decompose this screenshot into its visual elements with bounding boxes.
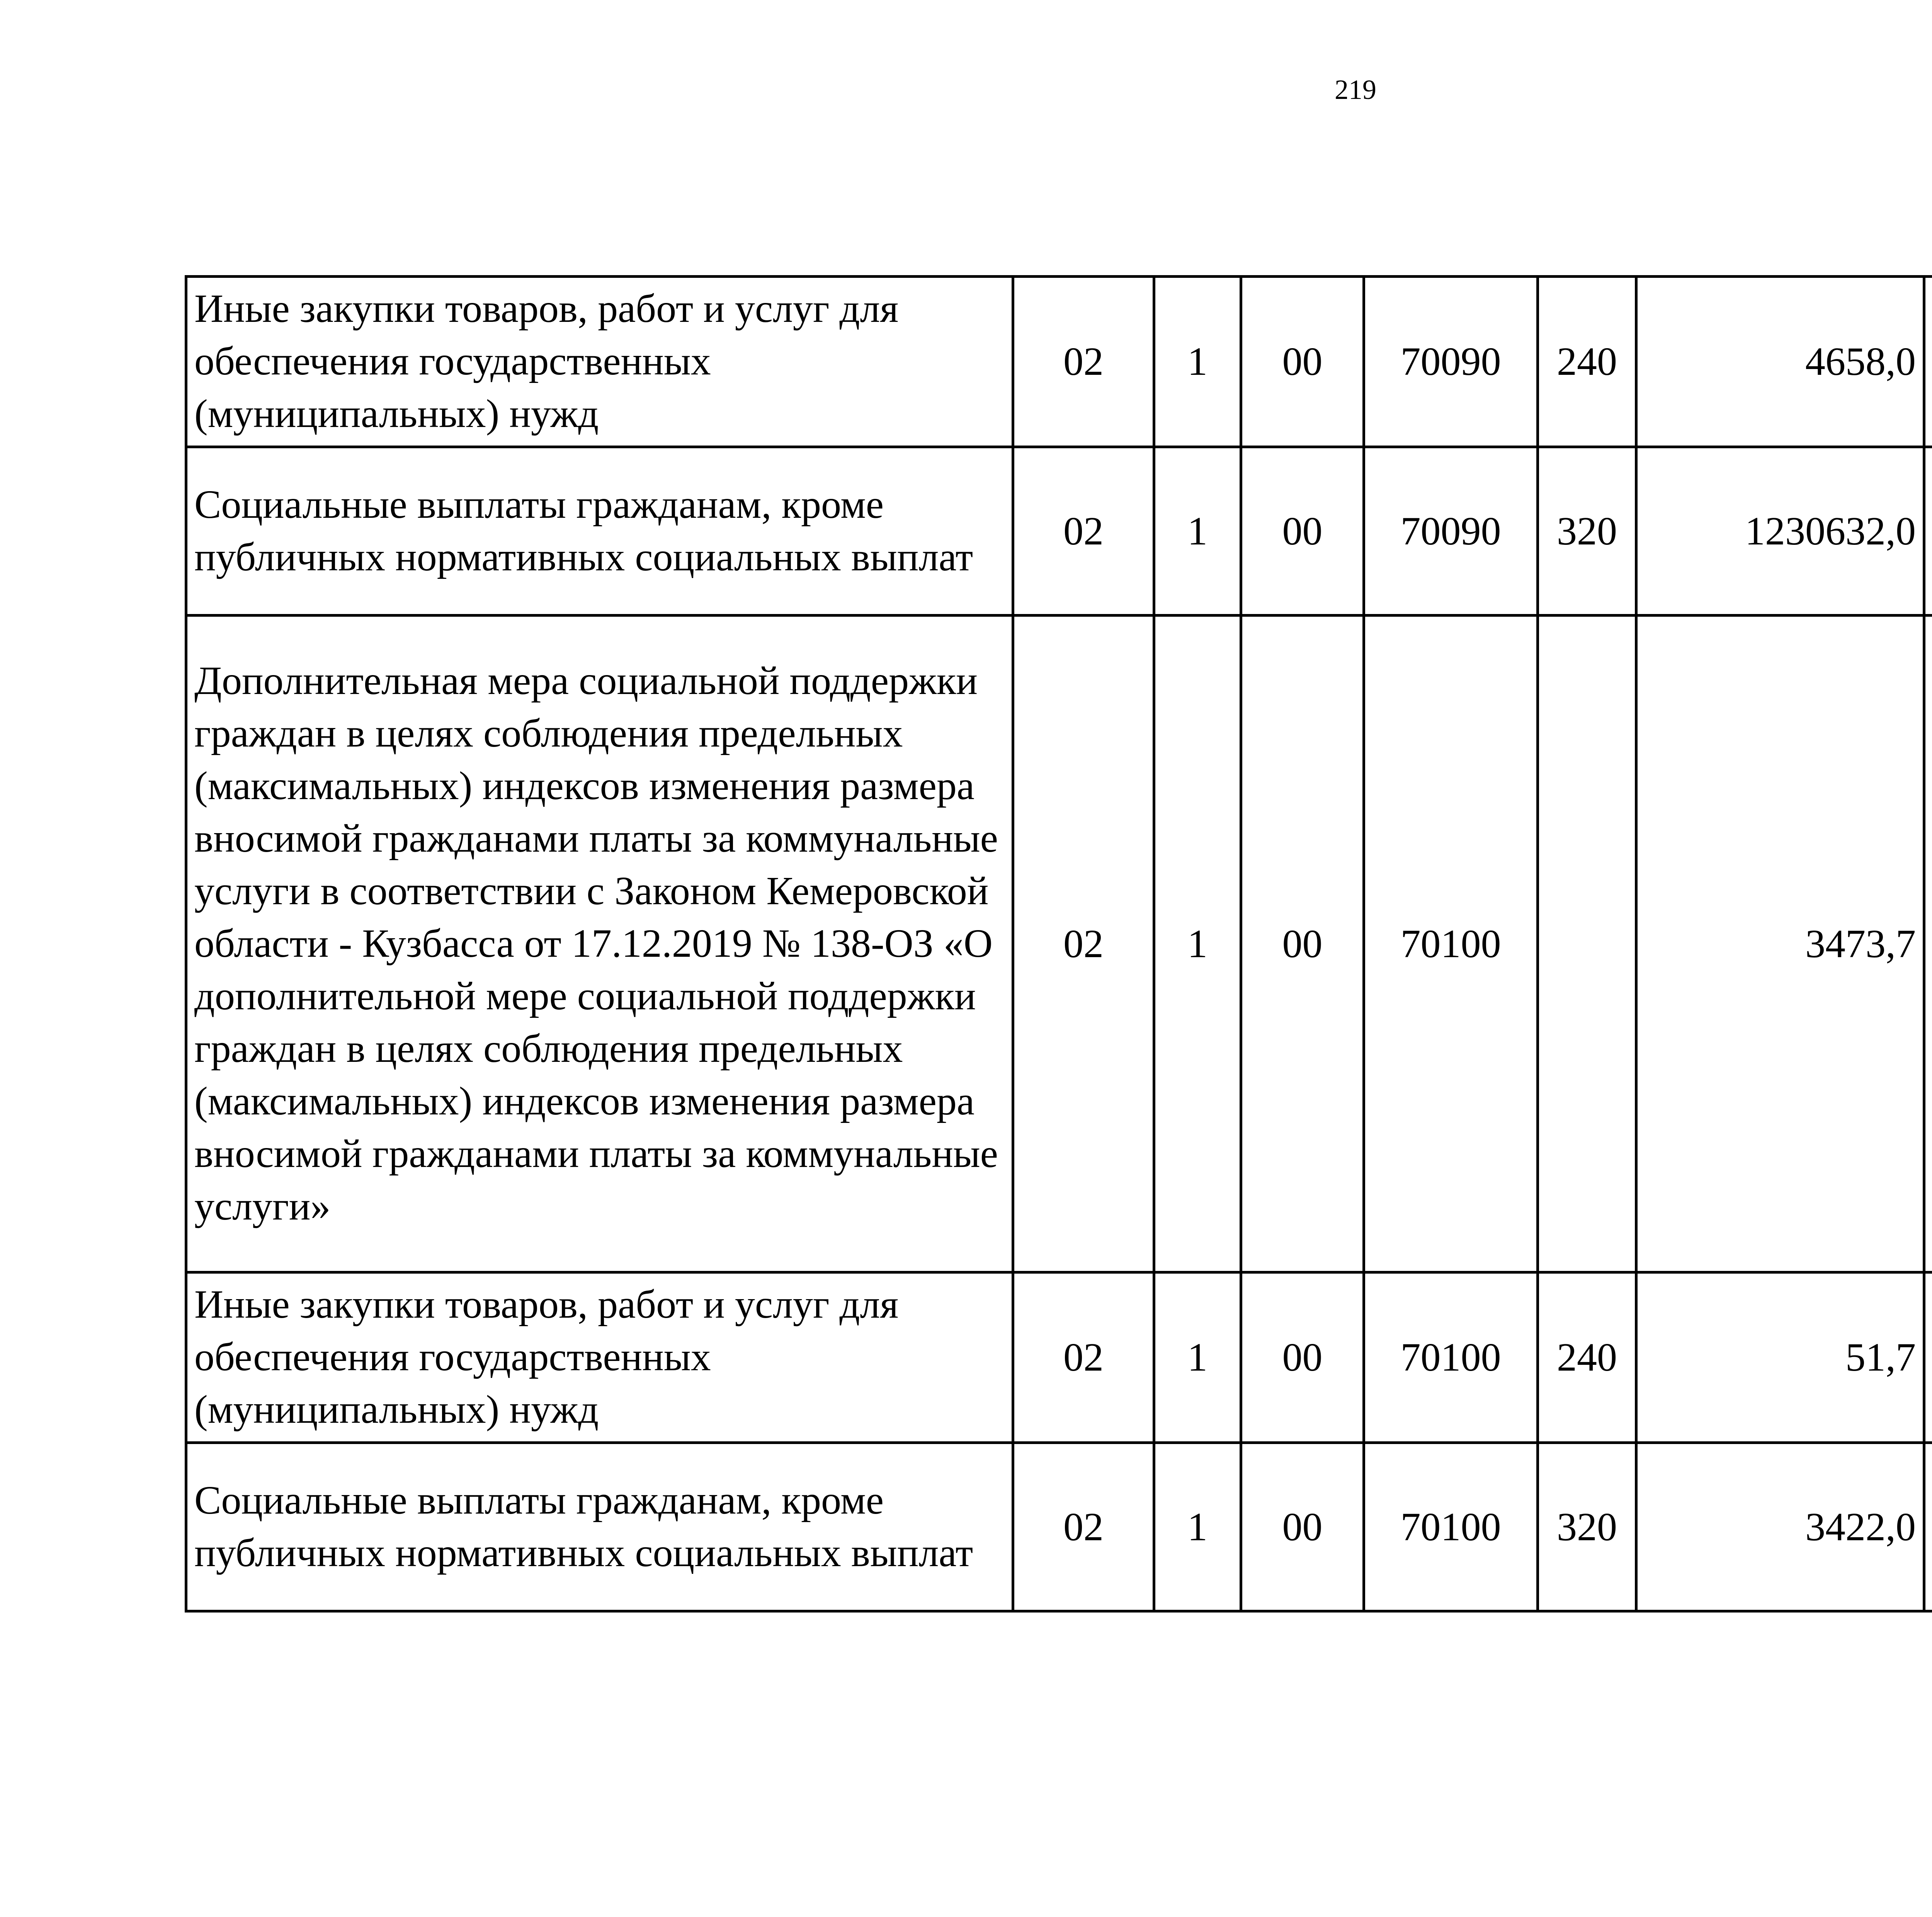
cell-code-1: 02	[1013, 447, 1154, 616]
cell-amount-1: 1230632,0	[1636, 447, 1924, 616]
cell-code-5: 320	[1538, 447, 1636, 616]
cell-code-1: 02	[1013, 277, 1154, 447]
cell-code-2: 1	[1154, 277, 1241, 447]
row-name: Иные закупки товаров, работ и услуг для обеспечения государственных (муниципальных) нужд	[186, 277, 1013, 447]
cell-code-3: 00	[1241, 616, 1364, 1272]
cell-code-1: 02	[1013, 1272, 1154, 1443]
cell-amount-1: 4658,0	[1636, 277, 1924, 447]
cell-code-5: 320	[1538, 1443, 1636, 1611]
cell-code-4: 70090	[1364, 447, 1538, 616]
budget-table	[185, 275, 1932, 1613]
cell-amount-2	[1924, 1272, 1932, 1443]
cell-code-5: 240	[1538, 1272, 1636, 1443]
row-name: Социальные выплаты гражданам, кроме публичных нормативных социальных выплат	[186, 447, 1013, 616]
table-row	[186, 447, 1932, 616]
cell-code-4: 70100	[1364, 616, 1538, 1272]
cell-amount-2	[1924, 616, 1932, 1272]
cell-amount-2	[1924, 447, 1932, 616]
cell-code-2: 1	[1154, 1443, 1241, 1611]
cell-code-2: 1	[1154, 1272, 1241, 1443]
cell-code-4: 70100	[1364, 1443, 1538, 1611]
cell-amount-2	[1924, 1443, 1932, 1611]
cell-code-3: 00	[1241, 1443, 1364, 1611]
page-number: 219	[1335, 74, 1376, 105]
cell-amount-2	[1924, 277, 1932, 447]
cell-code-4: 70100	[1364, 1272, 1538, 1443]
row-name: Иные закупки товаров, работ и услуг для обеспечения государственных (муниципальных) нужд	[186, 1272, 1013, 1443]
cell-code-3: 00	[1241, 277, 1364, 447]
cell-code-2: 1	[1154, 616, 1241, 1272]
cell-code-1: 02	[1013, 616, 1154, 1272]
cell-code-5	[1538, 616, 1636, 1272]
cell-amount-1: 3422,0	[1636, 1443, 1924, 1611]
cell-code-4: 70090	[1364, 277, 1538, 447]
cell-code-3: 00	[1241, 447, 1364, 616]
cell-code-2: 1	[1154, 447, 1241, 616]
table-row	[186, 1272, 1932, 1443]
row-name: Социальные выплаты гражданам, кроме публичных нормативных социальных выплат	[186, 1443, 1013, 1611]
cell-code-5: 240	[1538, 277, 1636, 447]
row-name: Дополнительная мера социальной поддержки граждан в целях соблюдения предельных (максимальных) индексов изменения размера вносимой гражданами платы за коммунальные услуги в соответствии с Законом Кемеровской области - Кузбасса от 17.12.2019 № 138-ОЗ «О дополнительной мере социальной поддержки граждан в целях соблюдения предельных (максимальных) индексов изменения размера вносимой гражданами платы за коммунальные услуги»	[186, 616, 1013, 1272]
cell-code-3: 00	[1241, 1272, 1364, 1443]
table-row	[186, 1443, 1932, 1611]
cell-amount-1: 51,7	[1636, 1272, 1924, 1443]
table-row	[186, 616, 1932, 1272]
table-row	[186, 277, 1932, 447]
cell-code-1: 02	[1013, 1443, 1154, 1611]
cell-amount-1: 3473,7	[1636, 616, 1924, 1272]
